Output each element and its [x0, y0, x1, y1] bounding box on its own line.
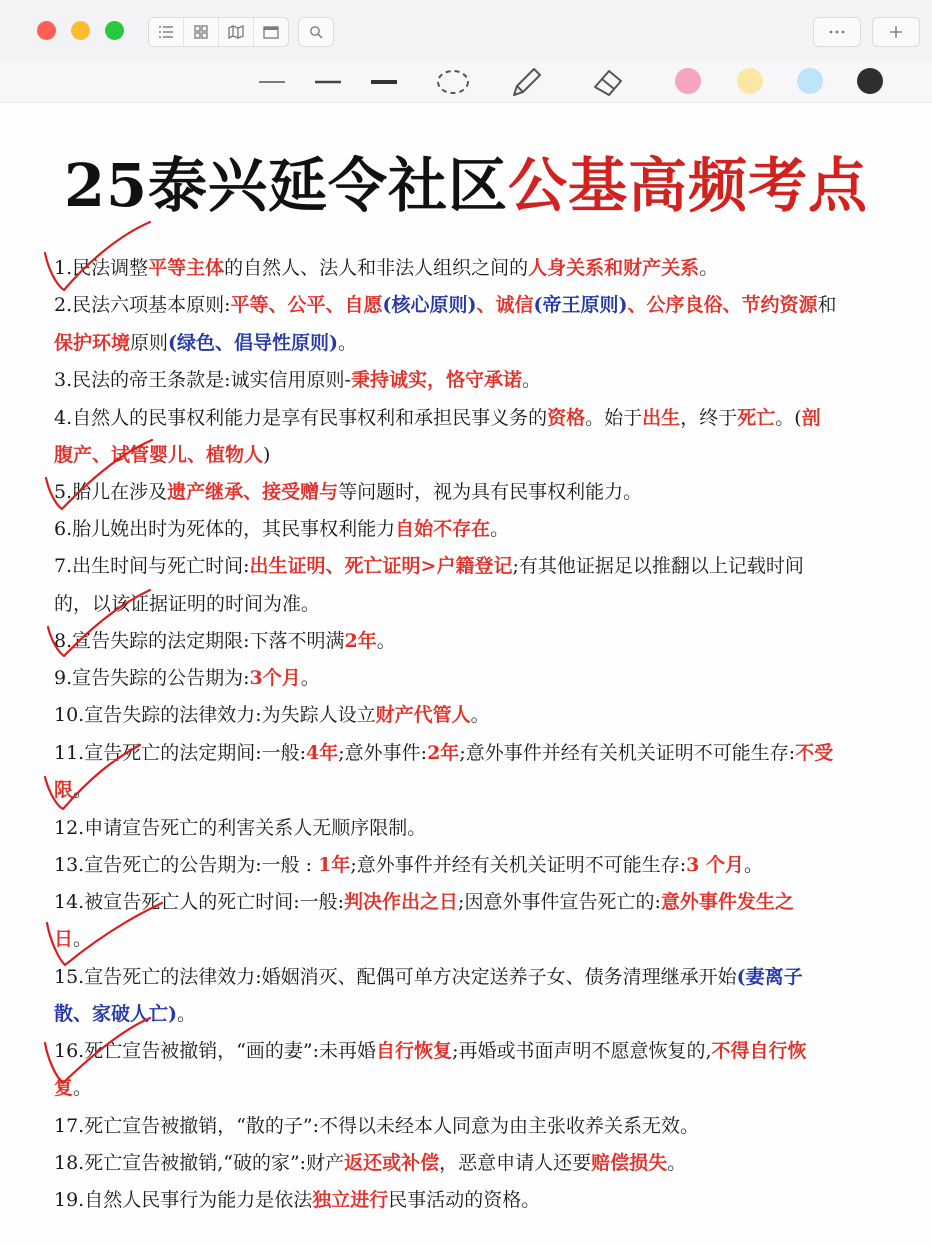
- note-text: 。: [376, 630, 396, 652]
- note-text: 6.胎儿娩出时为死体的，其民事权利能力: [54, 518, 396, 540]
- note-line: [54, 516, 509, 542]
- blue-color-swatch[interactable]: [797, 68, 823, 94]
- note-text: 。: [177, 1003, 197, 1025]
- note-text: 。: [73, 928, 93, 950]
- note-text: 15.宣告死亡的法律效力:婚姻消灭、配偶可单方决定送养子女、债务清理继承开始: [54, 966, 737, 988]
- list-view-button[interactable]: [149, 18, 184, 46]
- grid-view-button[interactable]: [184, 18, 219, 46]
- note-text: ，恶意申请人还要: [439, 1152, 592, 1174]
- note-highlight: 不得自行恢: [711, 1040, 807, 1062]
- thick-line-icon: [370, 78, 398, 86]
- note-text: 的，以该证据证明的时间为准。: [54, 593, 321, 615]
- note-text: 16.死亡宣告被撤销，“画的妻”:未再婚: [54, 1040, 377, 1062]
- sidebar-toggle-button[interactable]: [254, 18, 288, 46]
- lasso-tool[interactable]: [435, 66, 471, 98]
- note-line: [54, 964, 803, 990]
- pen-toolbar: [0, 62, 932, 103]
- thin-line-tool[interactable]: [257, 72, 287, 92]
- note-line: [54, 292, 837, 318]
- note-text: ;因意外事件宣告死亡的:: [458, 891, 661, 913]
- note-highlight: 自始不存在: [395, 518, 491, 540]
- note-line: [54, 665, 320, 691]
- eraser-icon: [590, 65, 626, 99]
- note-text: 。: [73, 1077, 93, 1099]
- lasso-icon: [436, 68, 470, 96]
- note-text: 。: [490, 518, 510, 540]
- note-highlight: 出生证明、死亡证明>户籍登记: [249, 555, 513, 577]
- pink-color-swatch[interactable]: [675, 68, 701, 94]
- search-icon: [309, 25, 323, 39]
- note-highlight: 保护环境: [54, 332, 131, 354]
- note-text: ，终于: [680, 407, 738, 429]
- black-color-swatch[interactable]: [857, 68, 883, 94]
- note-highlight: 3个月: [249, 667, 301, 689]
- note-text: 。: [744, 854, 764, 876]
- note-line: [54, 367, 541, 393]
- more-options-button[interactable]: [813, 17, 861, 47]
- note-highlight: 人身关系和财产关系: [528, 257, 700, 279]
- note-text: 13.宣告死亡的公告期为:一般 :: [54, 854, 319, 876]
- note-highlight: 、公序良俗、节约资源: [627, 294, 818, 316]
- note-highlight: 平等主体: [148, 257, 225, 279]
- note-text: 9.宣告失踪的公告期为:: [54, 667, 250, 689]
- note-line: [54, 1113, 699, 1139]
- note-text: 。(: [775, 407, 802, 429]
- note-highlight: (帝王原则): [533, 294, 628, 316]
- note-text: 的自然人、法人和非法人组织之间的: [224, 257, 529, 279]
- thick-line-tool[interactable]: [369, 72, 399, 92]
- note-line: [54, 926, 92, 952]
- note-highlight: 4年: [306, 742, 339, 764]
- note-text: 19.自然人民事行为能力是依法: [54, 1189, 313, 1211]
- note-highlight: 自行恢复: [376, 1040, 453, 1062]
- note-text: 。: [470, 704, 490, 726]
- note-highlight: 独立进行: [312, 1189, 389, 1211]
- title-red-part: 公基高频考点: [508, 151, 869, 220]
- thin-line-icon: [258, 79, 286, 85]
- note-text: 。: [300, 667, 320, 689]
- note-text: 5.胎儿在涉及: [54, 481, 168, 503]
- note-highlight: (绿色、倡导性原则): [168, 332, 339, 354]
- note-highlight: 赔偿损失: [591, 1152, 668, 1174]
- note-line: [54, 1038, 807, 1064]
- view-mode-segment: [148, 17, 289, 47]
- medium-line-icon: [314, 79, 342, 85]
- page-title: [0, 138, 932, 223]
- note-highlight: (妻离子: [736, 966, 803, 988]
- note-highlight: 、诚信: [476, 294, 534, 316]
- note-line: [54, 1075, 92, 1101]
- note-highlight: 剖: [801, 407, 821, 429]
- note-highlight: 返还或补偿: [344, 1152, 440, 1174]
- note-highlight: 出生: [642, 407, 681, 429]
- note-text: 。始于: [585, 407, 643, 429]
- note-text: 2.民法六项基本原则:: [54, 294, 231, 316]
- note-line: [54, 777, 92, 803]
- note-line: [54, 405, 821, 431]
- note-text: 10.宣告失踪的法律效力:为失踪人设立: [54, 704, 376, 726]
- note-line: [54, 702, 490, 728]
- note-text: 原则: [130, 332, 169, 354]
- note-highlight: 死亡: [737, 407, 776, 429]
- note-line: [54, 740, 833, 766]
- note-text: 等问题时，视为具有民事权利能力。: [338, 481, 643, 503]
- note-line: [54, 852, 763, 878]
- close-window-button[interactable]: [37, 21, 56, 40]
- note-text: 18.死亡宣告被撤销,“破的家”:财产: [54, 1152, 345, 1174]
- note-line: [54, 330, 357, 356]
- note-text: 和: [817, 294, 837, 316]
- note-line: [54, 591, 320, 617]
- note-text: 17.死亡宣告被撤销，“散的子”:不得以未经本人同意为由主张收养关系无效。: [54, 1115, 700, 1137]
- note-highlight: 2年: [427, 742, 460, 764]
- note-text: 1.民法调整: [54, 257, 149, 279]
- note-line: [54, 815, 426, 841]
- note-text: ;意外事件:: [338, 742, 428, 764]
- add-page-button[interactable]: [872, 17, 920, 47]
- note-highlight: 判决作出之日: [344, 891, 459, 913]
- note-highlight: 3 个月: [686, 854, 744, 876]
- more-icon: [829, 30, 845, 34]
- yellow-color-swatch[interactable]: [737, 68, 763, 94]
- note-line: [54, 255, 718, 281]
- note-highlight: 1年: [318, 854, 351, 876]
- note-highlight: (核心原则): [382, 294, 477, 316]
- minimize-window-button[interactable]: [71, 21, 90, 40]
- note-line: [54, 442, 270, 468]
- plus-icon: [889, 25, 903, 39]
- note-highlight: 秉持诚实，恪守承诺: [350, 369, 522, 391]
- note-highlight: 日: [54, 928, 74, 950]
- note-line: [54, 1187, 540, 1213]
- pencil-tool[interactable]: [506, 64, 546, 100]
- note-highlight: 平等、公平、自愿: [230, 294, 383, 316]
- search-button[interactable]: [298, 17, 334, 47]
- note-line: [54, 889, 794, 915]
- note-text: ;意外事件并经有关机关证明不可能生存:: [350, 854, 687, 876]
- note-text: 8.宣告失踪的法定期限:下落不明满: [54, 630, 345, 652]
- eraser-tool[interactable]: [588, 64, 628, 100]
- note-highlight: 复: [54, 1077, 74, 1099]
- note-line: [54, 1150, 686, 1176]
- note-text: 。: [73, 779, 93, 801]
- note-text: 。: [338, 332, 358, 354]
- zoom-window-button[interactable]: [105, 21, 124, 40]
- note-highlight: 2年: [344, 630, 377, 652]
- note-text: 11.宣告死亡的法定期间:一般:: [54, 742, 307, 764]
- window-titlebar: [0, 0, 932, 63]
- note-text: 4.自然人的民事权利能力是享有民事权利和承担民事义务的: [54, 407, 548, 429]
- title-black-part: 25泰兴延令社区: [63, 151, 509, 220]
- note-text: 14.被宣告死亡人的死亡时间:一般:: [54, 891, 345, 913]
- map-icon: [228, 25, 244, 39]
- note-text: 7.出生时间与死亡时间:: [54, 555, 250, 577]
- note-highlight: 腹产、试管婴儿、植物人: [54, 444, 264, 466]
- note-line: [54, 479, 642, 505]
- note-line: [54, 553, 804, 579]
- note-highlight: 限: [54, 779, 74, 801]
- note-text: 。: [521, 369, 541, 391]
- medium-line-tool[interactable]: [313, 72, 343, 92]
- note-highlight: 资格: [547, 407, 586, 429]
- note-highlight: 散、家破人亡): [54, 1003, 177, 1025]
- pencil-icon: [508, 65, 544, 99]
- note-highlight: 财产代管人: [375, 704, 471, 726]
- note-text: 3.民法的帝王条款是:诚实信用原则-: [54, 369, 351, 391]
- note-text: 民事活动的资格。: [388, 1189, 541, 1211]
- note-highlight: 意外事件发生之: [660, 891, 794, 913]
- note-line: [54, 1001, 196, 1027]
- map-view-button[interactable]: [219, 18, 254, 46]
- list-icon: [158, 25, 174, 39]
- note-text: ;意外事件并经有关机关证明不可能生存:: [459, 742, 796, 764]
- note-text: 。: [699, 257, 719, 279]
- grid-icon: [194, 25, 208, 39]
- note-text: 12.申请宣告死亡的利害关系人无顺序限制。: [54, 817, 427, 839]
- note-text: 。: [667, 1152, 687, 1174]
- note-text: ): [263, 444, 271, 466]
- note-highlight: 不受: [795, 742, 834, 764]
- note-line: [54, 628, 396, 654]
- note-text: ;有其他证据足以推翻以上记载时间: [512, 555, 804, 577]
- note-text: ;再婚或书面声明不愿意恢复的,: [452, 1040, 712, 1062]
- sidebar-icon: [263, 26, 279, 39]
- note-highlight: 遗产继承、接受赠与: [167, 481, 339, 503]
